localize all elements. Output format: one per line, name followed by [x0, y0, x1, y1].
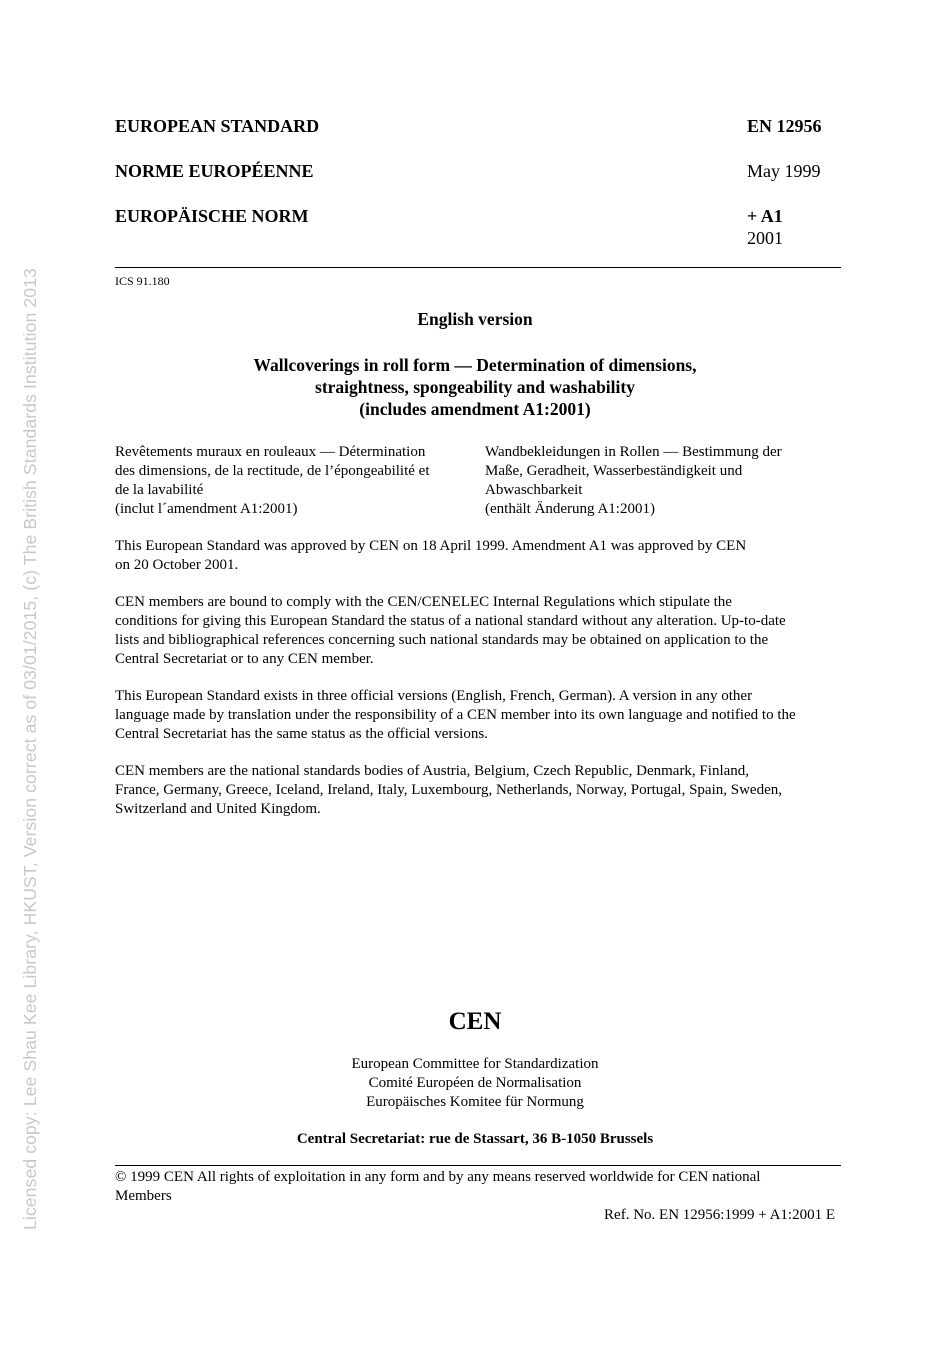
header-title-en: EUROPEAN STANDARD	[115, 116, 320, 136]
paragraph-line: This European Standard exists in three official versions (English, French, German). A version in any other	[115, 688, 753, 704]
paragraph-line: France, Germany, Greece, Iceland, Ireland, Italy, Luxembourg, Netherlands, Norway, Portugal, Spain, Sweden,	[115, 782, 782, 798]
versions-paragraph	[115, 687, 840, 744]
paragraph-line: CEN members are the national standards bodies of Austria, Belgium, Czech Republic, Denmark, Finland,	[115, 763, 750, 779]
copyright-line: © 1999 CEN All rights of exploitation in any form and by any means reserved worldwide for CEN national	[115, 1169, 761, 1185]
french-title	[115, 443, 475, 519]
document-title	[115, 354, 835, 420]
paragraph-line: Central Secretariat has the same status as the official versions.	[115, 726, 488, 742]
regulations-paragraph	[115, 593, 840, 669]
title-line-1: Wallcoverings in roll form — Determination of dimensions,	[253, 355, 697, 375]
french-title-line: (inclut l´amendment A1:2001)	[115, 501, 298, 517]
paragraph-line: lists and bibliographical references concerning such national standards may be obtained on application to the	[115, 632, 769, 648]
paragraph-line: CEN members are bound to comply with the CEN/CENELEC Internal Regulations which stipulate the	[115, 594, 732, 610]
standard-number: EN 12956	[747, 116, 822, 136]
paragraph-line: language made by translation under the responsibility of a CEN member into its own language and notified to the	[115, 707, 796, 723]
version-label: English version	[417, 309, 533, 329]
organization-name-de: Europäisches Komitee für Normung	[366, 1094, 584, 1110]
french-title-line: des dimensions, de la rectitude, de l’épongeabilité et	[115, 463, 430, 479]
ics-code: ICS 91.180	[115, 274, 170, 288]
header-divider	[115, 267, 841, 268]
secretariat-address: Central Secretariat: rue de Stassart, 36 B-1050 Brussels	[296, 1131, 654, 1147]
german-title-line: Abwaschbarkeit	[485, 482, 583, 498]
organization-name-en: European Committee for Standardization	[351, 1056, 599, 1072]
copyright-notice	[115, 1168, 840, 1206]
german-title-line: Maße, Geradheit, Wasserbeständigkeit und	[485, 463, 743, 479]
members-paragraph	[115, 762, 840, 819]
paragraph-line: This European Standard was approved by CEN on 18 April 1999. Amendment A1 was approved by CEN	[115, 538, 747, 554]
cen-logo-text: CEN	[448, 1008, 502, 1035]
amendment-year: 2001	[747, 228, 783, 248]
amendment-label: + A1	[747, 206, 783, 226]
header-title-fr: NORME EUROPÉENNE	[115, 161, 314, 181]
paragraph-line: Central Secretariat or to any CEN member.	[115, 651, 374, 667]
publication-date: May 1999	[747, 161, 821, 181]
paragraph-line: Switzerland and United Kingdom.	[115, 801, 321, 817]
title-line-3: (includes amendment A1:2001)	[359, 399, 591, 419]
license-watermark: Licensed copy: Lee Shau Kee Library, HKUST, Version correct as of 03/01/2015, (c) The British Standards Institution 2013	[20, 268, 40, 1230]
german-title-line: (enthält Änderung A1:2001)	[485, 501, 655, 517]
footer-divider	[115, 1165, 841, 1166]
paragraph-line: conditions for giving this European Standard the status of a national standard without any alteration. Up-to-date	[115, 613, 786, 629]
copyright-line: Members	[115, 1188, 172, 1204]
organization-names	[115, 1055, 835, 1112]
organization-name-fr: Comité Européen de Normalisation	[368, 1075, 582, 1091]
header-title-de: EUROPÄISCHE NORM	[115, 206, 309, 226]
german-title	[485, 443, 835, 519]
approval-paragraph	[115, 537, 840, 575]
french-title-line: Revêtements muraux en rouleaux — Détermination	[115, 444, 426, 460]
french-title-line: de la lavabilité	[115, 482, 204, 498]
reference-number: Ref. No. EN 12956:1999 + A1:2001 E	[604, 1207, 835, 1223]
paragraph-line: on 20 October 2001.	[115, 557, 239, 573]
title-line-2: straightness, spongeability and washability	[315, 377, 635, 397]
german-title-line: Wandbekleidungen in Rollen — Bestimmung der	[485, 444, 782, 460]
